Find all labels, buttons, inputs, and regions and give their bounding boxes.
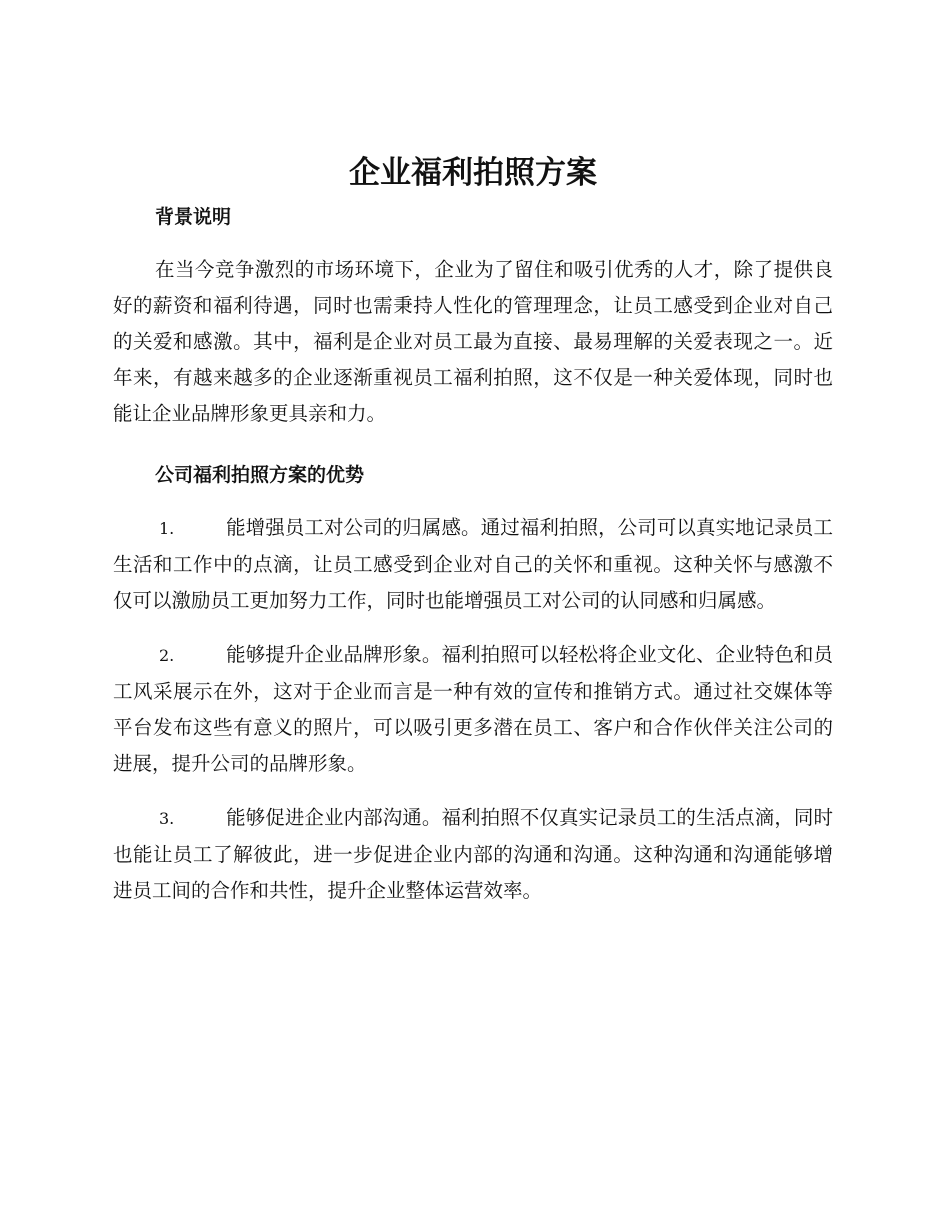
list-item	[113, 637, 833, 782]
background-paragraph: 在当今竞争激烈的市场环境下，企业为了留住和吸引优秀的人才，除了提供良好的薪资和福利待遇，同时也需秉持人性化的管理理念，让员工感受到企业对自己的关爱和感激。其中，福利是企业对员工最为直接、最易理解的关爱表现之一。近年来，有越来越多的企业逐渐重视员工福利拍照，这不仅是一种关爱体现，同时也能让企业品牌形象更具亲和力。	[113, 258, 833, 425]
document-page	[113, 150, 833, 909]
list-item-number: 2.	[159, 646, 175, 665]
section-heading-background: 背景说明	[155, 206, 232, 228]
list-item-text: 能增强员工对公司的归属感。通过福利拍照，公司可以真实地记录员工生活和工作中的点滴，让员工感受到企业对自己的关怀和重视。这种关怀与感激不仅可以激励员工更加努力工作，同时也能增强员工对公司的认同感和归属感。	[113, 516, 833, 612]
list-item-number: 3.	[159, 809, 175, 828]
list-item	[113, 510, 833, 619]
list-item-number: 1.	[159, 519, 175, 538]
section-heading-advantages: 公司福利拍照方案的优势	[155, 464, 365, 486]
list-item-text: 能够促进企业内部沟通。福利拍照不仅真实记录员工的生活点滴，同时也能让员工了解彼此，进一步促进企业内部的沟通和沟通。这种沟通和沟通能够增进员工间的合作和共性，提升企业整体运营效率。	[113, 806, 833, 902]
document-title: 企业福利拍照方案	[349, 155, 597, 191]
list-item-text: 能够提升企业品牌形象。福利拍照可以轻松将企业文化、企业特色和员工风采展示在外，这对于企业而言是一种有效的宣传和推销方式。通过社交媒体等平台发布这些有意义的照片，可以吸引更多潜在员工、客户和合作伙伴关注公司的进展，提升公司的品牌形象。	[113, 643, 833, 775]
list-item	[113, 800, 833, 909]
